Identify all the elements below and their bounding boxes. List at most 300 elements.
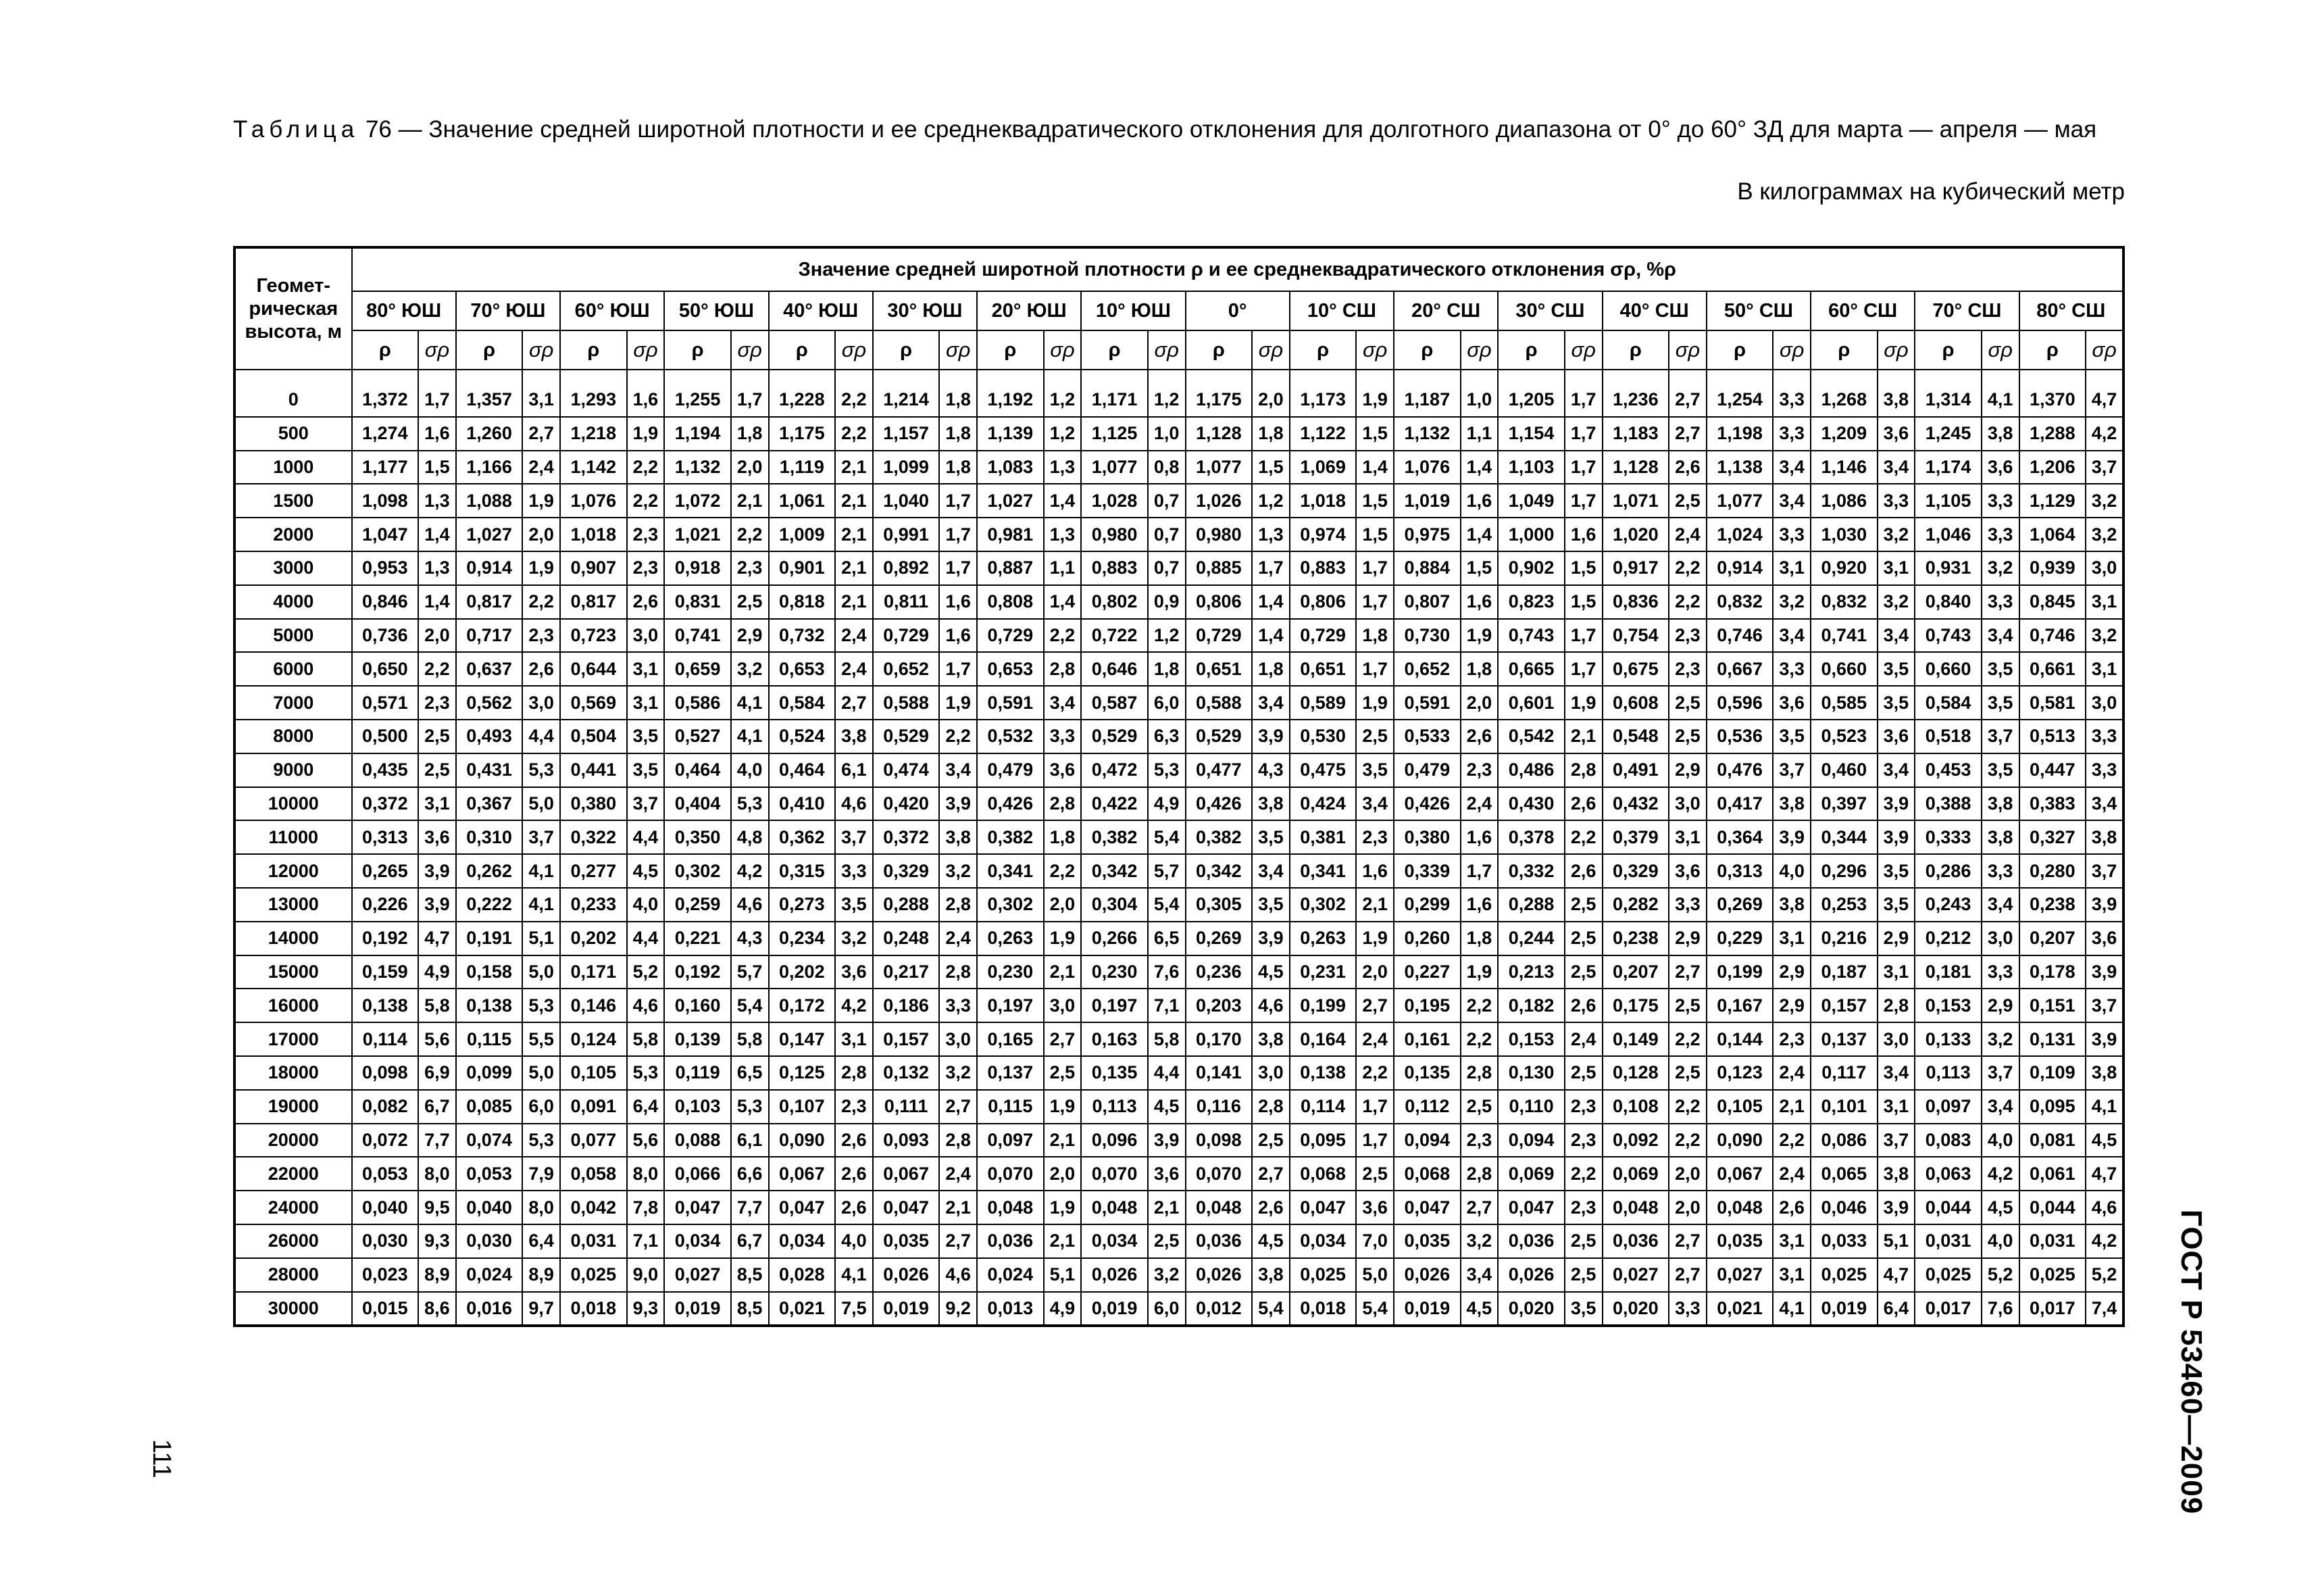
deviation-cell: 5,3 (731, 1090, 769, 1124)
deviation-cell: 4,9 (418, 955, 456, 989)
deviation-cell: 4,5 (2086, 1124, 2123, 1157)
density-cell: 0,665 (1498, 652, 1565, 686)
deviation-cell: 2,7 (1461, 1191, 1499, 1224)
rho-header: ρ (352, 330, 419, 370)
density-cell: 1,228 (769, 370, 836, 417)
density-cell: 0,651 (1290, 652, 1357, 686)
deviation-cell: 1,8 (1148, 652, 1186, 686)
density-cell: 0,305 (1186, 888, 1253, 922)
units-note: В килограммах на кубический метр (1737, 178, 2125, 205)
density-cell: 0,299 (1394, 888, 1461, 922)
sigma-header: σρ (1565, 330, 1603, 370)
deviation-cell: 1,6 (1461, 484, 1499, 518)
density-cell: 0,212 (1915, 922, 1982, 955)
deviation-cell: 2,1 (1044, 1124, 1082, 1157)
deviation-cell: 6,9 (418, 1056, 456, 1090)
density-cell: 0,914 (456, 551, 523, 585)
density-cell: 1,009 (769, 518, 836, 551)
deviation-cell: 2,4 (939, 922, 977, 955)
deviation-cell: 3,7 (1878, 1124, 1915, 1157)
density-cell: 0,327 (2019, 820, 2086, 854)
density-cell: 0,197 (977, 989, 1044, 1022)
density-cell: 0,380 (1394, 820, 1461, 854)
rho-header: ρ (1081, 330, 1148, 370)
deviation-cell: 2,6 (1565, 787, 1603, 821)
deviation-cell: 1,1 (1461, 417, 1499, 451)
deviation-cell: 7,9 (522, 1157, 560, 1191)
table-row (234, 451, 2123, 484)
deviation-cell: 4,3 (1252, 753, 1290, 787)
deviation-cell: 3,3 (1773, 370, 1811, 417)
deviation-cell: 3,9 (2086, 955, 2123, 989)
density-cell: 0,026 (1081, 1258, 1148, 1292)
deviation-cell: 2,5 (1565, 1258, 1603, 1292)
density-cell: 0,430 (1498, 787, 1565, 821)
deviation-cell: 4,9 (1148, 787, 1186, 821)
density-cell: 0,536 (1707, 720, 1774, 753)
density-cell: 0,504 (560, 720, 627, 753)
density-cell: 1,192 (977, 370, 1044, 417)
density-cell: 1,018 (560, 518, 627, 551)
density-cell: 0,417 (1707, 787, 1774, 821)
density-cell: 0,157 (1811, 989, 1878, 1022)
rho-header: ρ (456, 330, 523, 370)
deviation-cell: 4,6 (835, 787, 873, 821)
density-cell: 1,293 (560, 370, 627, 417)
deviation-cell: 3,3 (1044, 720, 1082, 753)
latitude-header: 20° ЮШ (977, 291, 1081, 330)
density-cell: 0,181 (1915, 955, 1982, 989)
height-cell: 1500 (234, 484, 352, 518)
deviation-cell: 2,2 (731, 518, 769, 551)
table-row (234, 1292, 2123, 1326)
latitude-header: 80° ЮШ (352, 291, 456, 330)
deviation-cell: 4,7 (2086, 370, 2123, 417)
density-cell: 1,069 (1290, 451, 1357, 484)
deviation-cell: 1,5 (1356, 484, 1394, 518)
deviation-cell: 1,0 (1461, 370, 1499, 417)
density-cell: 0,026 (1394, 1258, 1461, 1292)
deviation-cell: 4,2 (731, 854, 769, 888)
deviation-cell: 1,2 (1044, 370, 1082, 417)
density-cell: 0,130 (1498, 1056, 1565, 1090)
density-cell: 1,142 (560, 451, 627, 484)
deviation-cell: 2,4 (1773, 1157, 1811, 1191)
deviation-cell: 9,5 (418, 1191, 456, 1224)
rho-header: ρ (1707, 330, 1774, 370)
deviation-cell: 1,8 (731, 417, 769, 451)
page-number: 111 (147, 1439, 176, 1478)
caption-text: 76 — Значение средней широтной плотности и ее среднеквадратического отклонения для долготного диапазона от 0° до 60° ЗД для марта — апреля — мая (359, 116, 2097, 143)
density-cell: 0,453 (1915, 753, 1982, 787)
density-cell: 0,138 (1290, 1056, 1357, 1090)
density-cell: 0,217 (873, 955, 940, 989)
deviation-cell: 2,2 (1356, 1056, 1394, 1090)
rho-header: ρ (1186, 330, 1253, 370)
deviation-cell: 1,9 (939, 686, 977, 720)
density-cell: 0,730 (1394, 619, 1461, 653)
sigma-header: σρ (1044, 330, 1082, 370)
density-cell: 0,596 (1707, 686, 1774, 720)
deviation-cell: 1,6 (1461, 585, 1499, 619)
deviation-cell: 5,0 (522, 787, 560, 821)
deviation-cell: 1,9 (1044, 922, 1082, 955)
density-cell: 0,845 (2019, 585, 2086, 619)
deviation-cell: 5,3 (627, 1056, 665, 1090)
density-cell: 0,027 (664, 1258, 731, 1292)
deviation-cell: 2,9 (1878, 922, 1915, 955)
deviation-cell: 2,3 (627, 551, 665, 585)
density-cell: 0,524 (769, 720, 836, 753)
density-cell: 0,315 (769, 854, 836, 888)
table-row (234, 955, 2123, 989)
density-cell: 1,173 (1290, 370, 1357, 417)
density-cell: 0,068 (1290, 1157, 1357, 1191)
deviation-cell: 5,3 (731, 787, 769, 821)
deviation-cell: 3,5 (1565, 1292, 1603, 1326)
density-cell: 0,302 (1290, 888, 1357, 922)
deviation-cell: 2,6 (1252, 1191, 1290, 1224)
deviation-cell: 2,5 (1044, 1056, 1082, 1090)
height-cell: 4000 (234, 585, 352, 619)
density-cell: 0,269 (1186, 922, 1253, 955)
deviation-cell: 2,5 (418, 720, 456, 753)
density-cell: 0,015 (352, 1292, 419, 1326)
table-row (234, 1022, 2123, 1056)
density-cell: 0,426 (977, 787, 1044, 821)
density-cell: 0,036 (977, 1224, 1044, 1258)
height-cell: 3000 (234, 551, 352, 585)
density-cell: 0,953 (352, 551, 419, 585)
density-cell: 0,031 (560, 1224, 627, 1258)
density-cell: 0,107 (769, 1090, 836, 1124)
deviation-cell: 9,7 (522, 1292, 560, 1326)
density-cell: 0,110 (1498, 1090, 1565, 1124)
density-cell: 1,122 (1290, 417, 1357, 451)
density-cell: 0,175 (1603, 989, 1669, 1022)
deviation-cell: 5,2 (627, 955, 665, 989)
deviation-cell: 3,5 (627, 753, 665, 787)
table-row (234, 370, 2123, 417)
density-cell: 0,378 (1498, 820, 1565, 854)
deviation-cell: 1,4 (1356, 451, 1394, 484)
density-cell: 0,529 (873, 720, 940, 753)
deviation-cell: 1,7 (1356, 585, 1394, 619)
deviation-cell: 2,8 (1044, 652, 1082, 686)
density-cell: 0,065 (1811, 1157, 1878, 1191)
deviation-cell: 1,9 (1356, 370, 1394, 417)
deviation-cell: 8,9 (418, 1258, 456, 1292)
density-cell: 0,382 (977, 820, 1044, 854)
deviation-cell: 6,1 (835, 753, 873, 787)
density-cell: 0,518 (1915, 720, 1982, 753)
deviation-cell: 2,5 (1461, 1090, 1499, 1124)
density-cell: 0,586 (664, 686, 731, 720)
deviation-cell: 3,9 (1878, 787, 1915, 821)
deviation-cell: 7,6 (1148, 955, 1186, 989)
density-cell: 0,025 (2019, 1258, 2086, 1292)
deviation-cell: 2,6 (835, 1157, 873, 1191)
density-cell: 1,128 (1603, 451, 1669, 484)
density-cell: 0,040 (456, 1191, 523, 1224)
density-cell: 0,164 (1290, 1022, 1357, 1056)
deviation-cell: 6,7 (418, 1090, 456, 1124)
density-cell: 0,736 (352, 619, 419, 653)
deviation-cell: 3,8 (1252, 1022, 1290, 1056)
density-cell: 0,030 (352, 1224, 419, 1258)
density-cell: 0,182 (1498, 989, 1565, 1022)
density-cell: 0,980 (1186, 518, 1253, 551)
deviation-cell: 3,8 (2086, 820, 2123, 854)
density-cell: 1,077 (1186, 451, 1253, 484)
density-cell: 0,034 (769, 1224, 836, 1258)
sigma-header: σρ (939, 330, 977, 370)
deviation-cell: 2,3 (418, 686, 456, 720)
density-cell: 0,026 (1498, 1258, 1565, 1292)
density-cell: 0,382 (1081, 820, 1148, 854)
height-cell: 6000 (234, 652, 352, 686)
density-cell: 1,187 (1394, 370, 1461, 417)
table-row (234, 585, 2123, 619)
density-cell: 0,123 (1707, 1056, 1774, 1090)
deviation-cell: 3,9 (939, 787, 977, 821)
density-cell: 1,021 (664, 518, 731, 551)
deviation-cell: 2,3 (1669, 619, 1707, 653)
latitude-header: 10° СШ (1290, 291, 1394, 330)
deviation-cell: 4,6 (1252, 989, 1290, 1022)
deviation-cell: 6,4 (1878, 1292, 1915, 1326)
density-cell: 0,119 (664, 1056, 731, 1090)
density-cell: 0,383 (2019, 787, 2086, 821)
latitude-header: 40° СШ (1603, 291, 1707, 330)
density-cell: 0,017 (1915, 1292, 1982, 1326)
density-cell: 1,024 (1707, 518, 1774, 551)
deviation-cell: 2,7 (1669, 417, 1707, 451)
deviation-cell: 4,6 (627, 989, 665, 1022)
density-cell: 1,154 (1498, 417, 1565, 451)
deviation-cell: 2,2 (939, 720, 977, 753)
deviation-cell: 2,5 (1669, 989, 1707, 1022)
density-cell: 0,083 (1915, 1124, 1982, 1157)
density-cell: 1,128 (1186, 417, 1253, 451)
deviation-cell: 3,7 (522, 820, 560, 854)
deviation-cell: 3,1 (2086, 652, 2123, 686)
deviation-cell: 3,0 (2086, 686, 2123, 720)
density-cell: 1,020 (1603, 518, 1669, 551)
deviation-cell: 3,9 (1252, 922, 1290, 955)
density-cell: 0,091 (560, 1090, 627, 1124)
deviation-cell: 5,8 (627, 1022, 665, 1056)
density-cell: 0,086 (1811, 1124, 1878, 1157)
height-cell: 9000 (234, 753, 352, 787)
deviation-cell: 2,7 (1669, 1258, 1707, 1292)
density-cell: 0,660 (1811, 652, 1878, 686)
deviation-cell: 1,9 (1356, 686, 1394, 720)
sigma-header: σρ (1878, 330, 1915, 370)
density-cell: 1,274 (352, 417, 419, 451)
density-cell: 1,198 (1707, 417, 1774, 451)
density-cell: 0,046 (1811, 1191, 1878, 1224)
density-cell: 0,036 (1603, 1224, 1669, 1258)
density-cell: 0,221 (664, 922, 731, 955)
deviation-cell: 3,5 (627, 720, 665, 753)
density-cell: 0,806 (1186, 585, 1253, 619)
deviation-cell: 5,2 (1982, 1258, 2019, 1292)
density-cell: 1,260 (456, 417, 523, 451)
deviation-cell: 3,4 (1773, 484, 1811, 518)
deviation-cell: 1,7 (1356, 1124, 1394, 1157)
density-cell: 0,447 (2019, 753, 2086, 787)
deviation-cell: 2,1 (939, 1191, 977, 1224)
deviation-cell: 3,4 (1356, 787, 1394, 821)
deviation-cell: 2,5 (1669, 686, 1707, 720)
density-cell: 1,255 (664, 370, 731, 417)
density-cell: 0,151 (2019, 989, 2086, 1022)
deviation-cell: 2,0 (1356, 955, 1394, 989)
deviation-cell: 4,6 (2086, 1191, 2123, 1224)
deviation-cell: 3,5 (1878, 686, 1915, 720)
density-cell: 0,016 (456, 1292, 523, 1326)
deviation-cell: 1,7 (1565, 417, 1603, 451)
latitude-header: 50° ЮШ (664, 291, 768, 330)
deviation-cell: 1,9 (1044, 1191, 1082, 1224)
deviation-cell: 2,1 (1773, 1090, 1811, 1124)
deviation-cell: 2,3 (1565, 1124, 1603, 1157)
deviation-cell: 2,5 (1669, 720, 1707, 753)
deviation-cell: 4,5 (627, 854, 665, 888)
deviation-cell: 3,0 (939, 1022, 977, 1056)
deviation-cell: 3,5 (1982, 686, 2019, 720)
sigma-header: σρ (522, 330, 560, 370)
deviation-cell: 3,9 (1148, 1124, 1186, 1157)
density-cell: 0,161 (1394, 1022, 1461, 1056)
deviation-cell: 3,2 (2086, 619, 2123, 653)
deviation-cell: 2,5 (1148, 1224, 1186, 1258)
deviation-cell: 5,4 (1356, 1292, 1394, 1326)
deviation-cell: 2,5 (1669, 1056, 1707, 1090)
density-cell: 0,081 (2019, 1124, 2086, 1157)
density-cell: 0,333 (1915, 820, 1982, 854)
density-cell: 0,113 (1915, 1056, 1982, 1090)
deviation-cell: 3,4 (1878, 1056, 1915, 1090)
density-cell: 0,192 (664, 955, 731, 989)
deviation-cell: 2,0 (1669, 1191, 1707, 1224)
deviation-cell: 4,4 (1148, 1056, 1186, 1090)
density-cell: 0,067 (873, 1157, 940, 1191)
density-cell: 0,741 (1811, 619, 1878, 653)
density-cell: 1,194 (664, 417, 731, 451)
deviation-cell: 2,9 (1773, 989, 1811, 1022)
density-cell: 1,028 (1081, 484, 1148, 518)
deviation-cell: 3,3 (1773, 417, 1811, 451)
density-cell: 0,263 (977, 922, 1044, 955)
deviation-cell: 1,2 (1148, 370, 1186, 417)
density-cell: 0,364 (1707, 820, 1774, 854)
deviation-cell: 1,7 (1565, 451, 1603, 484)
deviation-cell: 7,0 (1356, 1224, 1394, 1258)
height-cell: 16000 (234, 989, 352, 1022)
deviation-cell: 2,7 (1044, 1022, 1082, 1056)
density-cell: 0,234 (769, 922, 836, 955)
deviation-cell: 2,3 (1461, 753, 1499, 787)
density-cell: 0,035 (1394, 1224, 1461, 1258)
density-cell: 0,163 (1081, 1022, 1148, 1056)
density-cell: 1,183 (1603, 417, 1669, 451)
density-cell: 0,341 (1290, 854, 1357, 888)
density-cell: 0,474 (873, 753, 940, 787)
deviation-cell: 1,9 (522, 551, 560, 585)
density-cell: 0,832 (1811, 585, 1878, 619)
density-cell: 0,460 (1811, 753, 1878, 787)
deviation-cell: 3,5 (835, 888, 873, 922)
density-cell: 0,149 (1603, 1022, 1669, 1056)
deviation-cell: 2,5 (1565, 922, 1603, 955)
deviation-cell: 4,1 (2086, 1090, 2123, 1124)
deviation-cell: 5,6 (627, 1124, 665, 1157)
deviation-cell: 2,0 (1252, 370, 1290, 417)
density-cell: 0,491 (1603, 753, 1669, 787)
deviation-cell: 3,1 (1773, 1258, 1811, 1292)
density-cell: 0,746 (1707, 619, 1774, 653)
deviation-cell: 2,3 (1461, 1124, 1499, 1157)
deviation-cell: 4,4 (522, 720, 560, 753)
height-cell: 1000 (234, 451, 352, 484)
deviation-cell: 1,9 (1565, 686, 1603, 720)
deviation-cell: 3,3 (2086, 720, 2123, 753)
latitude-header: 60° ЮШ (560, 291, 664, 330)
deviation-cell: 4,6 (731, 888, 769, 922)
deviation-cell: 6,5 (731, 1056, 769, 1090)
density-cell: 0,883 (1290, 551, 1357, 585)
density-cell: 0,329 (873, 854, 940, 888)
density-cell: 1,218 (560, 417, 627, 451)
density-cell: 0,883 (1081, 551, 1148, 585)
deviation-cell: 1,9 (522, 484, 560, 518)
deviation-cell: 1,7 (1565, 652, 1603, 686)
density-cell: 0,024 (977, 1258, 1044, 1292)
deviation-cell: 1,8 (1461, 652, 1499, 686)
density-cell: 0,066 (664, 1157, 731, 1191)
density-cell: 0,019 (1081, 1292, 1148, 1326)
height-cell: 11000 (234, 820, 352, 854)
deviation-cell: 1,7 (1565, 484, 1603, 518)
deviation-cell: 1,7 (418, 370, 456, 417)
table-row (234, 922, 2123, 955)
deviation-cell: 1,9 (1044, 1090, 1082, 1124)
sigma-header: σρ (731, 330, 769, 370)
density-cell: 1,019 (1394, 484, 1461, 518)
density-cell: 1,175 (769, 417, 836, 451)
deviation-cell: 2,5 (731, 585, 769, 619)
density-cell: 0,588 (873, 686, 940, 720)
deviation-cell: 3,8 (1252, 1258, 1290, 1292)
deviation-cell: 3,6 (835, 955, 873, 989)
deviation-cell: 4,2 (2086, 417, 2123, 451)
deviation-cell: 3,6 (1878, 720, 1915, 753)
deviation-cell: 2,0 (1669, 1157, 1707, 1191)
height-cell: 5000 (234, 619, 352, 653)
density-cell: 1,174 (1915, 451, 1982, 484)
density-cell: 1,026 (1186, 484, 1253, 518)
density-cell: 0,562 (456, 686, 523, 720)
density-cell: 0,892 (873, 551, 940, 585)
deviation-cell: 3,3 (1982, 518, 2019, 551)
deviation-cell: 2,1 (1565, 720, 1603, 753)
density-cell: 0,931 (1915, 551, 1982, 585)
deviation-cell: 4,4 (627, 922, 665, 955)
density-cell: 0,222 (456, 888, 523, 922)
deviation-cell: 2,8 (1461, 1157, 1499, 1191)
